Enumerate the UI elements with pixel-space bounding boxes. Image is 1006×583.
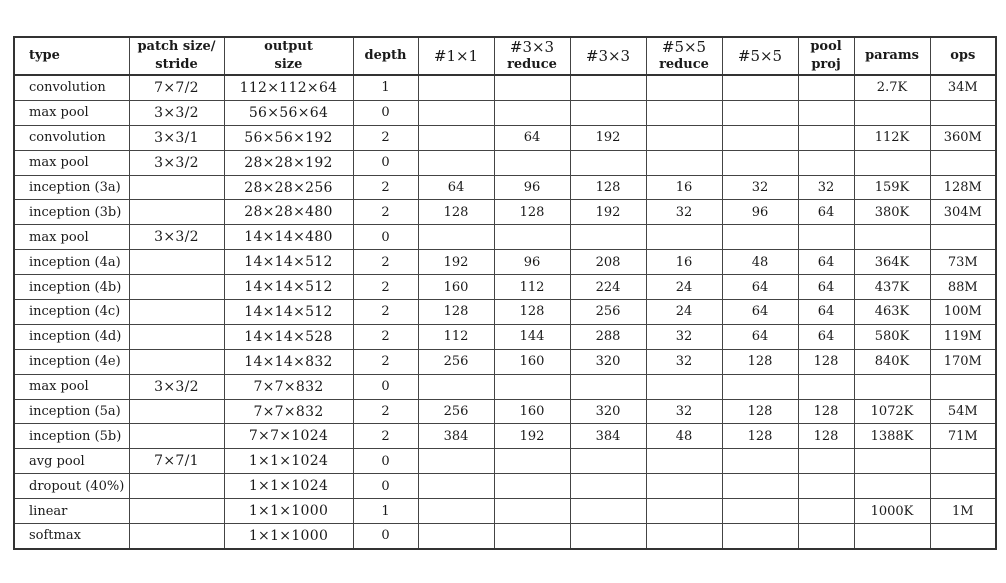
cell-depth: 2	[353, 200, 418, 225]
cell-depth: 0	[353, 374, 418, 399]
cell-patch-size-stride: 3×3/2	[129, 374, 224, 399]
cell-output-size: 14×14×528	[224, 324, 353, 349]
cell-3x3-reduce	[494, 75, 570, 100]
cell-5x5-reduce: 24	[646, 275, 722, 300]
cell-ops	[930, 100, 996, 125]
cell-1x1: 384	[418, 424, 494, 449]
cell-type: inception (5b)	[14, 424, 129, 449]
cell-params: 580K	[854, 324, 930, 349]
cell-pool-proj	[798, 499, 854, 524]
cell-5x5-reduce	[646, 499, 722, 524]
cell-params	[854, 524, 930, 549]
header-type: type	[14, 37, 129, 75]
cell-depth: 0	[353, 150, 418, 175]
cell-depth: 2	[353, 175, 418, 200]
cell-1x1	[418, 125, 494, 150]
cell-ops: 170M	[930, 349, 996, 374]
cell-3x3-reduce: 112	[494, 275, 570, 300]
cell-ops: 88M	[930, 275, 996, 300]
cell-patch-size-stride	[129, 399, 224, 424]
cell-5x5: 64	[722, 275, 798, 300]
cell-5x5-reduce	[646, 150, 722, 175]
header-patch-size-stride: patch size/ stride	[129, 37, 224, 75]
cell-patch-size-stride	[129, 424, 224, 449]
cell-3x3	[570, 374, 646, 399]
table-row	[14, 324, 996, 349]
cell-params	[854, 449, 930, 474]
cell-3x3	[570, 75, 646, 100]
cell-5x5-reduce: 32	[646, 200, 722, 225]
cell-5x5-reduce: 32	[646, 399, 722, 424]
cell-pool-proj	[798, 75, 854, 100]
cell-params	[854, 150, 930, 175]
cell-5x5	[722, 150, 798, 175]
cell-3x3-reduce: 96	[494, 250, 570, 275]
header-5x5: #5×5	[722, 37, 798, 75]
cell-3x3-reduce	[494, 150, 570, 175]
cell-depth: 0	[353, 449, 418, 474]
cell-type: convolution	[14, 75, 129, 100]
cell-depth: 2	[353, 125, 418, 150]
cell-patch-size-stride	[129, 175, 224, 200]
table-body	[14, 75, 996, 549]
cell-3x3-reduce: 128	[494, 300, 570, 325]
cell-type: avg pool	[14, 449, 129, 474]
cell-3x3: 192	[570, 125, 646, 150]
table-row	[14, 150, 996, 175]
cell-ops: 1M	[930, 499, 996, 524]
cell-output-size: 14×14×480	[224, 225, 353, 250]
cell-depth: 2	[353, 349, 418, 374]
cell-patch-size-stride	[129, 499, 224, 524]
cell-type: max pool	[14, 374, 129, 399]
cell-1x1	[418, 100, 494, 125]
cell-ops: 71M	[930, 424, 996, 449]
cell-5x5-reduce	[646, 100, 722, 125]
cell-depth: 1	[353, 499, 418, 524]
cell-output-size: 28×28×256	[224, 175, 353, 200]
cell-type: inception (3a)	[14, 175, 129, 200]
header-depth: depth	[353, 37, 418, 75]
cell-patch-size-stride	[129, 324, 224, 349]
cell-1x1	[418, 374, 494, 399]
cell-1x1: 64	[418, 175, 494, 200]
cell-1x1	[418, 150, 494, 175]
cell-patch-size-stride: 3×3/2	[129, 100, 224, 125]
cell-params: 2.7K	[854, 75, 930, 100]
cell-patch-size-stride	[129, 474, 224, 499]
cell-3x3	[570, 524, 646, 549]
cell-pool-proj	[798, 474, 854, 499]
table-row	[14, 175, 996, 200]
cell-output-size: 14×14×512	[224, 275, 353, 300]
cell-type: linear	[14, 499, 129, 524]
cell-params: 1388K	[854, 424, 930, 449]
cell-5x5-reduce	[646, 374, 722, 399]
cell-type: max pool	[14, 150, 129, 175]
cell-5x5: 32	[722, 175, 798, 200]
cell-ops: 34M	[930, 75, 996, 100]
cell-output-size: 28×28×192	[224, 150, 353, 175]
cell-5x5-reduce: 16	[646, 175, 722, 200]
cell-ops	[930, 225, 996, 250]
cell-5x5	[722, 125, 798, 150]
cell-pool-proj	[798, 524, 854, 549]
cell-patch-size-stride	[129, 250, 224, 275]
table-row	[14, 225, 996, 250]
cell-type: max pool	[14, 100, 129, 125]
cell-type: inception (4b)	[14, 275, 129, 300]
table-row	[14, 374, 996, 399]
cell-5x5-reduce: 16	[646, 250, 722, 275]
cell-5x5	[722, 225, 798, 250]
cell-pool-proj	[798, 374, 854, 399]
cell-3x3-reduce	[494, 524, 570, 549]
cell-pool-proj	[798, 225, 854, 250]
cell-3x3	[570, 499, 646, 524]
cell-1x1: 128	[418, 200, 494, 225]
cell-depth: 2	[353, 324, 418, 349]
cell-3x3-reduce: 160	[494, 349, 570, 374]
cell-ops	[930, 374, 996, 399]
cell-patch-size-stride: 3×3/2	[129, 150, 224, 175]
cell-3x3-reduce: 160	[494, 399, 570, 424]
cell-5x5: 128	[722, 349, 798, 374]
cell-depth: 2	[353, 399, 418, 424]
table-row	[14, 250, 996, 275]
table-row	[14, 75, 996, 100]
cell-params: 380K	[854, 200, 930, 225]
cell-5x5-reduce	[646, 449, 722, 474]
cell-ops: 128M	[930, 175, 996, 200]
table-row	[14, 524, 996, 549]
cell-params: 364K	[854, 250, 930, 275]
cell-1x1: 112	[418, 324, 494, 349]
cell-5x5-reduce	[646, 125, 722, 150]
header-params: params	[854, 37, 930, 75]
cell-params: 159K	[854, 175, 930, 200]
cell-5x5: 128	[722, 399, 798, 424]
cell-5x5: 128	[722, 424, 798, 449]
cell-pool-proj: 64	[798, 200, 854, 225]
cell-type: max pool	[14, 225, 129, 250]
cell-ops: 360M	[930, 125, 996, 150]
table-row	[14, 424, 996, 449]
cell-depth: 2	[353, 250, 418, 275]
cell-patch-size-stride: 7×7/1	[129, 449, 224, 474]
cell-type: inception (5a)	[14, 399, 129, 424]
cell-output-size: 14×14×832	[224, 349, 353, 374]
cell-pool-proj: 128	[798, 349, 854, 374]
cell-1x1	[418, 474, 494, 499]
cell-3x3	[570, 150, 646, 175]
cell-1x1	[418, 449, 494, 474]
cell-type: softmax	[14, 524, 129, 549]
cell-output-size: 7×7×832	[224, 374, 353, 399]
cell-1x1	[418, 499, 494, 524]
cell-3x3: 384	[570, 424, 646, 449]
cell-pool-proj	[798, 125, 854, 150]
cell-patch-size-stride	[129, 300, 224, 325]
cell-depth: 2	[353, 424, 418, 449]
cell-params	[854, 225, 930, 250]
cell-3x3-reduce	[494, 100, 570, 125]
cell-patch-size-stride: 3×3/1	[129, 125, 224, 150]
cell-3x3	[570, 100, 646, 125]
cell-5x5: 96	[722, 200, 798, 225]
header-output-size: output size	[224, 37, 353, 75]
cell-ops	[930, 449, 996, 474]
cell-5x5: 64	[722, 300, 798, 325]
cell-ops: 54M	[930, 399, 996, 424]
cell-5x5	[722, 100, 798, 125]
cell-params	[854, 474, 930, 499]
cell-depth: 2	[353, 275, 418, 300]
table-row	[14, 474, 996, 499]
cell-3x3	[570, 474, 646, 499]
cell-type: inception (3b)	[14, 200, 129, 225]
cell-5x5	[722, 499, 798, 524]
cell-ops	[930, 474, 996, 499]
table-row	[14, 349, 996, 374]
cell-3x3: 224	[570, 275, 646, 300]
table-row	[14, 300, 996, 325]
cell-3x3	[570, 225, 646, 250]
cell-3x3: 256	[570, 300, 646, 325]
cell-type: inception (4c)	[14, 300, 129, 325]
cell-output-size: 7×7×1024	[224, 424, 353, 449]
table-row	[14, 449, 996, 474]
cell-1x1: 256	[418, 349, 494, 374]
cell-pool-proj: 64	[798, 300, 854, 325]
cell-5x5-reduce	[646, 524, 722, 549]
cell-depth: 1	[353, 75, 418, 100]
cell-patch-size-stride	[129, 200, 224, 225]
cell-depth: 0	[353, 225, 418, 250]
cell-type: dropout (40%)	[14, 474, 129, 499]
cell-params: 1072K	[854, 399, 930, 424]
cell-output-size: 14×14×512	[224, 250, 353, 275]
cell-output-size: 1×1×1024	[224, 449, 353, 474]
cell-params	[854, 100, 930, 125]
header-pool-proj: pool proj	[798, 37, 854, 75]
cell-output-size: 1×1×1024	[224, 474, 353, 499]
cell-pool-proj: 128	[798, 424, 854, 449]
cell-1x1: 160	[418, 275, 494, 300]
cell-pool-proj: 128	[798, 399, 854, 424]
cell-1x1: 256	[418, 399, 494, 424]
table-row	[14, 399, 996, 424]
cell-params: 1000K	[854, 499, 930, 524]
cell-pool-proj	[798, 449, 854, 474]
cell-output-size: 56×56×192	[224, 125, 353, 150]
cell-ops: 119M	[930, 324, 996, 349]
cell-5x5	[722, 524, 798, 549]
cell-3x3-reduce	[494, 499, 570, 524]
cell-5x5-reduce: 24	[646, 300, 722, 325]
cell-ops: 73M	[930, 250, 996, 275]
header-row	[14, 37, 996, 75]
cell-5x5	[722, 374, 798, 399]
cell-pool-proj	[798, 100, 854, 125]
header-1x1: #1×1	[418, 37, 494, 75]
table-row	[14, 200, 996, 225]
cell-depth: 0	[353, 100, 418, 125]
cell-1x1	[418, 524, 494, 549]
cell-output-size: 1×1×1000	[224, 499, 353, 524]
cell-1x1: 128	[418, 300, 494, 325]
cell-5x5-reduce	[646, 474, 722, 499]
cell-3x3: 320	[570, 399, 646, 424]
cell-3x3-reduce: 192	[494, 424, 570, 449]
cell-3x3: 288	[570, 324, 646, 349]
cell-patch-size-stride: 7×7/2	[129, 75, 224, 100]
cell-3x3: 192	[570, 200, 646, 225]
table-row	[14, 499, 996, 524]
cell-depth: 2	[353, 300, 418, 325]
cell-depth: 0	[353, 474, 418, 499]
cell-3x3	[570, 449, 646, 474]
cell-patch-size-stride	[129, 524, 224, 549]
cell-5x5: 64	[722, 324, 798, 349]
table-row	[14, 100, 996, 125]
table-row	[14, 275, 996, 300]
cell-ops: 100M	[930, 300, 996, 325]
cell-output-size: 1×1×1000	[224, 524, 353, 549]
header-ops: ops	[930, 37, 996, 75]
cell-5x5-reduce	[646, 75, 722, 100]
cell-3x3-reduce: 128	[494, 200, 570, 225]
header-3x3: #3×3	[570, 37, 646, 75]
cell-3x3-reduce	[494, 225, 570, 250]
cell-type: inception (4e)	[14, 349, 129, 374]
cell-3x3-reduce: 64	[494, 125, 570, 150]
cell-output-size: 112×112×64	[224, 75, 353, 100]
cell-pool-proj: 64	[798, 250, 854, 275]
cell-params: 840K	[854, 349, 930, 374]
cell-3x3-reduce	[494, 449, 570, 474]
cell-5x5-reduce: 48	[646, 424, 722, 449]
cell-patch-size-stride	[129, 349, 224, 374]
cell-1x1	[418, 75, 494, 100]
cell-type: convolution	[14, 125, 129, 150]
cell-3x3: 128	[570, 175, 646, 200]
cell-pool-proj: 64	[798, 324, 854, 349]
cell-5x5-reduce: 32	[646, 349, 722, 374]
cell-5x5	[722, 449, 798, 474]
cell-5x5-reduce: 32	[646, 324, 722, 349]
cell-ops: 304M	[930, 200, 996, 225]
architecture-table	[13, 36, 997, 550]
cell-output-size: 56×56×64	[224, 100, 353, 125]
cell-5x5-reduce	[646, 225, 722, 250]
cell-5x5	[722, 75, 798, 100]
cell-patch-size-stride: 3×3/2	[129, 225, 224, 250]
header-5x5-reduce: #5×5 reduce	[646, 37, 722, 75]
cell-output-size: 28×28×480	[224, 200, 353, 225]
cell-3x3-reduce	[494, 374, 570, 399]
cell-patch-size-stride	[129, 275, 224, 300]
cell-output-size: 7×7×832	[224, 399, 353, 424]
cell-3x3-reduce: 144	[494, 324, 570, 349]
cell-params: 463K	[854, 300, 930, 325]
cell-params: 112K	[854, 125, 930, 150]
cell-ops	[930, 150, 996, 175]
cell-5x5: 48	[722, 250, 798, 275]
cell-1x1: 192	[418, 250, 494, 275]
cell-pool-proj: 32	[798, 175, 854, 200]
table-row	[14, 125, 996, 150]
cell-type: inception (4d)	[14, 324, 129, 349]
cell-3x3: 208	[570, 250, 646, 275]
cell-params: 437K	[854, 275, 930, 300]
cell-type: inception (4a)	[14, 250, 129, 275]
cell-pool-proj	[798, 150, 854, 175]
cell-pool-proj: 64	[798, 275, 854, 300]
cell-ops	[930, 524, 996, 549]
cell-output-size: 14×14×512	[224, 300, 353, 325]
cell-params	[854, 374, 930, 399]
cell-5x5	[722, 474, 798, 499]
header-3x3-reduce: #3×3 reduce	[494, 37, 570, 75]
cell-depth: 0	[353, 524, 418, 549]
cell-3x3-reduce: 96	[494, 175, 570, 200]
cell-3x3-reduce	[494, 474, 570, 499]
cell-3x3: 320	[570, 349, 646, 374]
cell-1x1	[418, 225, 494, 250]
